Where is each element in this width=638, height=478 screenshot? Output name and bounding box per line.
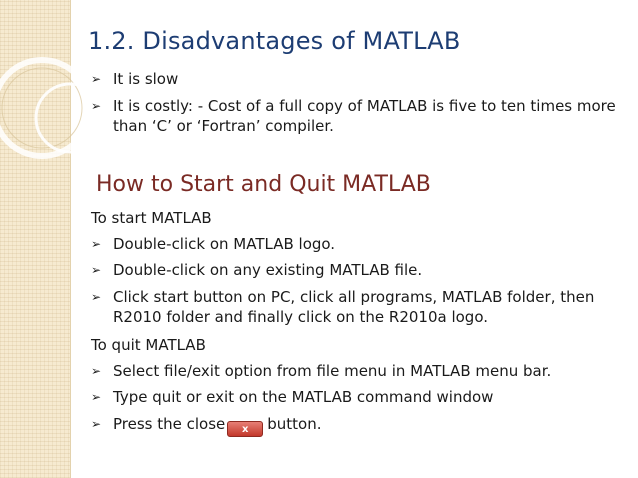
bullet-costly: It is costly: - Cost of a full copy of MATLAB is five to ten times more: [113, 97, 616, 115]
start-heading: To start MATLAB: [91, 209, 212, 227]
bullet-slow: It is slow: [113, 70, 179, 88]
start-item: Double-click on MATLAB logo.: [113, 235, 336, 253]
quit-item: Select file/exit option from file menu in MATLAB menu bar.: [113, 362, 552, 380]
quit-item-close: [113, 414, 322, 437]
bullet-costly-cont: than ‘C’ or ‘Fortran’ compiler.: [113, 117, 334, 135]
bullet-arrow-icon: ➢: [91, 290, 102, 304]
quit-item: Type quit or exit on the MATLAB command window: [113, 388, 494, 406]
start-item: Click start button on PC, click all programs, MATLAB folder, then: [113, 288, 595, 306]
close-button-icon: x: [227, 421, 263, 437]
bullet-arrow-icon: ➢: [91, 417, 102, 431]
bullet-arrow-icon: ➢: [91, 390, 102, 404]
bullet-arrow-icon: ➢: [91, 99, 102, 113]
slide-title: 1.2. Disadvantages of MATLAB: [88, 27, 461, 55]
section-title: How to Start and Quit MATLAB: [96, 172, 431, 197]
start-item-cont: R2010 folder and finally click on the R2010a logo.: [113, 308, 489, 326]
start-item: Double-click on any existing MATLAB file.: [113, 261, 423, 279]
quit-item-close-text: Press the close: [113, 415, 226, 433]
bullet-arrow-icon: ➢: [91, 263, 102, 277]
bullet-arrow-icon: ➢: [91, 237, 102, 251]
bullet-arrow-icon: ➢: [91, 364, 102, 378]
bullet-arrow-icon: ➢: [91, 72, 102, 86]
quit-item-close-suffix: button.: [267, 415, 322, 433]
quit-heading: To quit MATLAB: [91, 336, 206, 354]
